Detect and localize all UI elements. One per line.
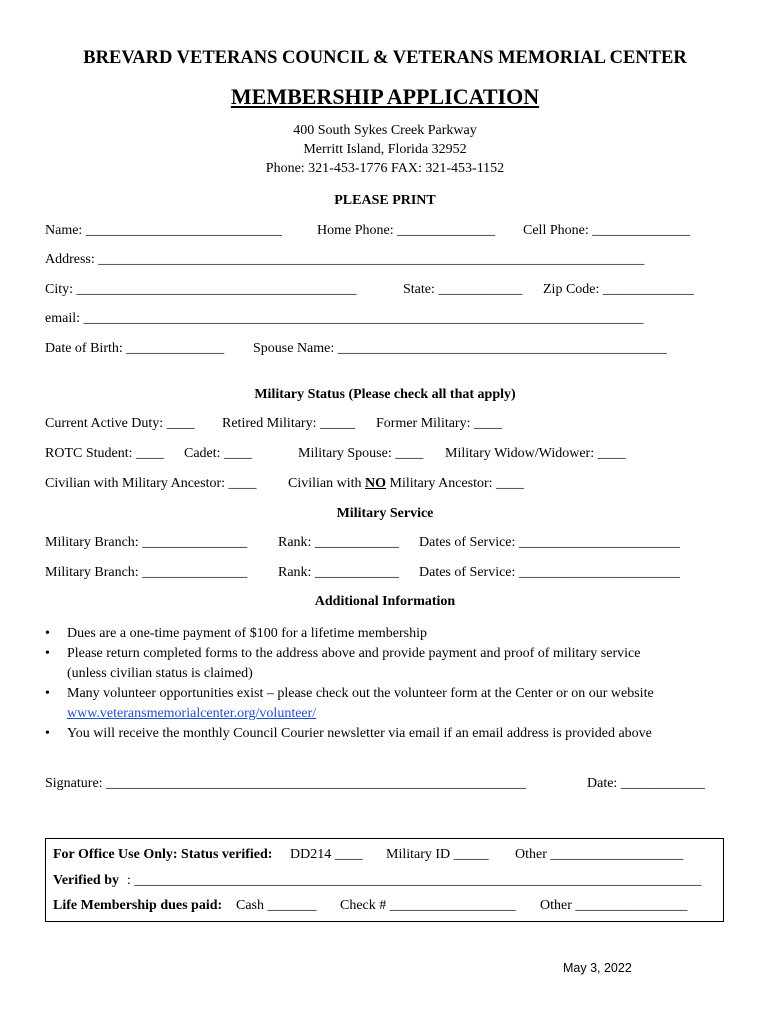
military-branch-field[interactable]: Military Branch: _______________ [45,535,248,550]
form-title: MEMBERSHIP APPLICATION [230,84,540,109]
rank-field[interactable]: Rank: ____________ [278,565,399,580]
dues-info: Dues are a one-time payment of $100 for a lifetime membership [67,626,427,641]
spouse-name-field[interactable]: Spouse Name: _______________________________________________ [253,341,667,356]
military-id-field[interactable]: Military ID _____ [386,847,489,862]
home-phone-field[interactable]: Home Phone: ______________ [317,223,496,238]
city-field[interactable]: City: ________________________________________ [45,282,357,297]
military-service-heading: Military Service [336,506,434,521]
dues-paid-label: Life Membership dues paid: [53,898,223,913]
civilian-no-suffix: Military Ancestor: ____ [386,476,525,491]
rank-field[interactable]: Rank: ____________ [278,535,399,550]
no-emphasis: NO [365,476,386,491]
dates-of-service-field[interactable]: Dates of Service: _______________________ [419,535,680,550]
verified-by-label: Verified by [53,873,119,888]
cell-phone-field[interactable]: Cell Phone: ______________ [523,223,691,238]
state-field[interactable]: State: ____________ [403,282,523,297]
rotc-student-checkbox[interactable]: ROTC Student: ____ [45,446,165,461]
check-number-field[interactable]: Check # __________________ [340,898,516,913]
other-payment-field[interactable]: Other ________________ [540,898,688,913]
civilian-no-prefix: Civilian with [288,476,365,491]
cadet-checkbox[interactable]: Cadet: ____ [184,446,253,461]
bullet-icon: • [45,626,50,641]
military-status-heading: Military Status (Please check all that apply) [254,387,516,402]
address-row [45,252,707,270]
address-line-2: Merritt Island, Florida 32952 [303,142,467,157]
status-row-3 [45,476,707,494]
date-of-birth-field[interactable]: Date of Birth: ______________ [45,341,225,356]
signature-date-field[interactable]: Date: ____________ [587,776,705,791]
service-row-2 [45,565,707,583]
list-item [45,624,725,644]
office-status-label: For Office Use Only: Status verified: [53,847,273,862]
address-field[interactable]: Address: ______________________________________________________________________________ [45,252,645,267]
bullet-icon: • [45,686,50,701]
volunteer-link[interactable]: www.veteransmemorialcenter.org/volunteer/ [67,706,317,721]
please-print-note: PLEASE PRINT [334,193,436,208]
signature-row [45,776,715,794]
signature-field[interactable]: Signature: ____________________________________________________________ [45,776,527,791]
volunteer-info: Many volunteer opportunities exist – please check out the volunteer form at the Center or on our website [67,686,654,701]
list-item [45,644,725,684]
return-forms-info: Please return completed forms to the address above and provide payment and proof of military service [67,646,641,661]
dob-row [45,341,707,359]
newsletter-info: You will receive the monthly Council Courier newsletter via email if an email address is provided above [67,726,652,741]
civilian-no-ancestor-checkbox[interactable] [288,476,524,492]
military-branch-field[interactable]: Military Branch: _______________ [45,565,248,580]
city-row [45,282,707,300]
name-row [45,223,707,241]
list-item [45,684,725,724]
status-row-1 [45,416,707,434]
active-duty-checkbox[interactable]: Current Active Duty: ____ [45,416,195,431]
civilian-with-ancestor-checkbox[interactable]: Civilian with Military Ancestor: ____ [45,476,257,491]
list-item [45,724,725,744]
organization-name: BREVARD VETERANS COUNCIL & VETERANS MEMORIAL CENTER [83,48,687,68]
bullet-icon: • [45,646,50,661]
cash-field[interactable]: Cash _______ [236,898,317,913]
additional-info-heading: Additional Information [314,594,456,609]
military-spouse-checkbox[interactable]: Military Spouse: ____ [298,446,424,461]
service-row-1 [45,535,707,553]
footer-date: May 3, 2022 [563,961,632,975]
additional-info-list [45,624,725,744]
zip-code-field[interactable]: Zip Code: _____________ [543,282,694,297]
military-widow-checkbox[interactable]: Military Widow/Widower: ____ [445,446,626,461]
contact-line: Phone: 321-453-1776 FAX: 321-453-1152 [265,161,505,176]
status-row-2 [45,446,707,464]
address-line-1: 400 South Sykes Creek Parkway [293,123,477,138]
dd214-field[interactable]: DD214 ____ [290,847,363,862]
retired-military-checkbox[interactable]: Retired Military: _____ [222,416,355,431]
email-field[interactable]: email: ________________________________________________________________________________ [45,311,644,326]
name-field[interactable]: Name: ____________________________ [45,223,282,238]
dates-of-service-field[interactable]: Dates of Service: _______________________ [419,565,680,580]
bullet-icon: • [45,726,50,741]
verified-by-field[interactable]: : _________________________________________________________________________________ [127,873,702,888]
former-military-checkbox[interactable]: Former Military: ____ [376,416,502,431]
return-forms-info-cont: (unless civilian status is claimed) [67,666,253,681]
office-use-box [45,838,724,922]
email-row [45,311,707,329]
other-status-field[interactable]: Other ___________________ [515,847,684,862]
